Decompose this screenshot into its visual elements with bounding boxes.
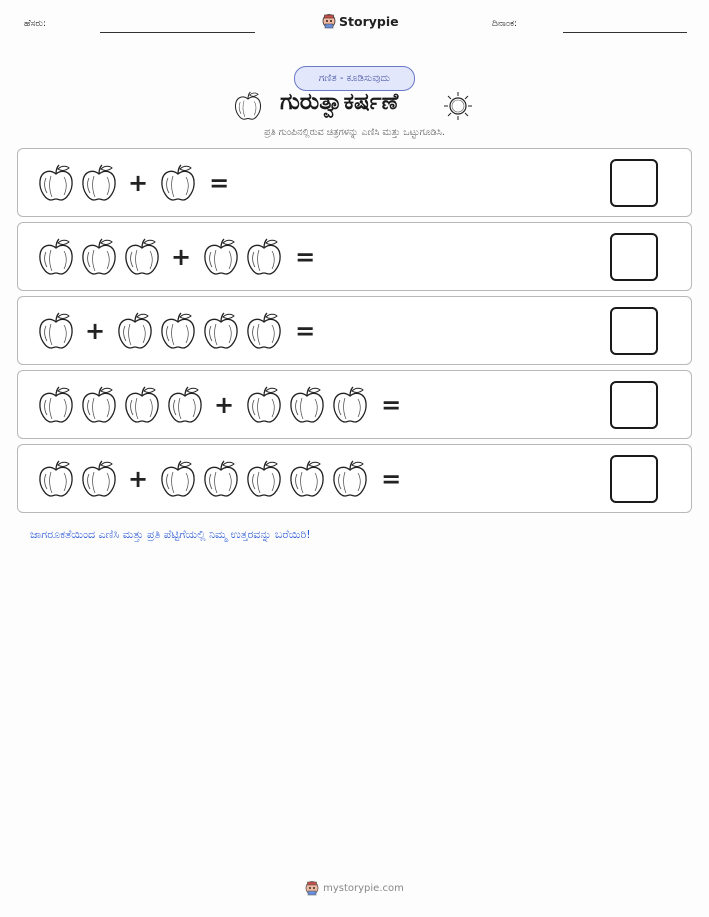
problem-row xyxy=(17,222,692,291)
apple-icon xyxy=(332,386,368,424)
worksheet-header xyxy=(0,0,709,50)
apple-icon xyxy=(160,460,196,498)
storypie-logo-icon xyxy=(322,13,336,29)
apple-icon xyxy=(289,460,325,498)
problem-list xyxy=(17,148,692,518)
apple-icon xyxy=(246,238,282,276)
instructions: ಪ್ರತಿ ಗುಂಪಿನಲ್ಲಿರುವ ಚಿತ್ರಗಳನ್ನು ಎಣಿಸಿ ಮತ್ತು ಒಟ್ಟುಗೂಡಿಸಿ. xyxy=(264,127,445,138)
equation xyxy=(38,163,229,203)
apple-icon xyxy=(38,238,74,276)
plus-sign: + xyxy=(171,243,192,271)
equation xyxy=(38,385,401,425)
storypie-logo-icon xyxy=(305,880,319,896)
apple-icon xyxy=(81,386,117,424)
problem-row xyxy=(17,148,692,217)
answer-box[interactable] xyxy=(610,455,658,503)
name-label: ಹೆಸರು: xyxy=(24,19,47,29)
sun-icon xyxy=(443,91,473,121)
footer xyxy=(0,880,709,896)
apple-icon xyxy=(81,164,117,202)
plus-sign: + xyxy=(214,391,235,419)
apple-icon xyxy=(124,238,160,276)
brand-logo xyxy=(322,13,399,29)
problem-row xyxy=(17,370,692,439)
plus-sign: + xyxy=(85,317,106,345)
answer-box[interactable] xyxy=(610,381,658,429)
plus-sign: + xyxy=(128,169,149,197)
apple-icon xyxy=(332,460,368,498)
apple-icon xyxy=(38,460,74,498)
apple-icon xyxy=(234,91,262,121)
answer-box[interactable] xyxy=(610,307,658,355)
name-line xyxy=(100,32,255,33)
apple-icon xyxy=(38,164,74,202)
apple-icon xyxy=(160,164,196,202)
apple-icon xyxy=(124,386,160,424)
apple-icon xyxy=(117,312,153,350)
date-line xyxy=(563,32,687,33)
apple-icon xyxy=(81,460,117,498)
apple-icon xyxy=(81,238,117,276)
equation xyxy=(38,459,401,499)
problem-row xyxy=(17,296,692,365)
equals-sign: = xyxy=(381,465,402,493)
equation xyxy=(38,311,315,351)
equals-sign: = xyxy=(209,169,230,197)
apple-icon xyxy=(38,312,74,350)
problem-row xyxy=(17,444,692,513)
subject-tag: ಗಣಿತ - ಕೂಡಿಸುವುದು xyxy=(294,66,415,91)
apple-icon xyxy=(203,312,239,350)
apple-icon xyxy=(246,312,282,350)
footnote: ಜಾಗರೂಕತೆಯಿಂದ ಎಣಿಸಿ ಮತ್ತು ಪ್ರತಿ ಪೆಟ್ಟಿಗೆಯಲ್ಲಿ ನಿಮ್ಮ ಉತ್ತರವನ್ನು ಬರೆಯಿರಿ! xyxy=(30,528,311,541)
apple-icon xyxy=(246,460,282,498)
page-title: ಗುರುತ್ವಾಕರ್ಷಣೆ xyxy=(280,89,399,115)
date-label: ದಿನಾಂಕ: xyxy=(492,19,518,29)
equation xyxy=(38,237,315,277)
apple-icon xyxy=(167,386,203,424)
brand-name: Storypie xyxy=(339,13,399,29)
apple-icon xyxy=(246,386,282,424)
footer-site: mystorypie.com xyxy=(323,882,404,894)
title-row xyxy=(0,89,709,123)
apple-icon xyxy=(289,386,325,424)
apple-icon xyxy=(203,460,239,498)
apple-icon xyxy=(38,386,74,424)
plus-sign: + xyxy=(128,465,149,493)
equals-sign: = xyxy=(381,391,402,419)
equals-sign: = xyxy=(295,243,316,271)
answer-box[interactable] xyxy=(610,159,658,207)
apple-icon xyxy=(203,238,239,276)
answer-box[interactable] xyxy=(610,233,658,281)
equals-sign: = xyxy=(295,317,316,345)
apple-icon xyxy=(160,312,196,350)
